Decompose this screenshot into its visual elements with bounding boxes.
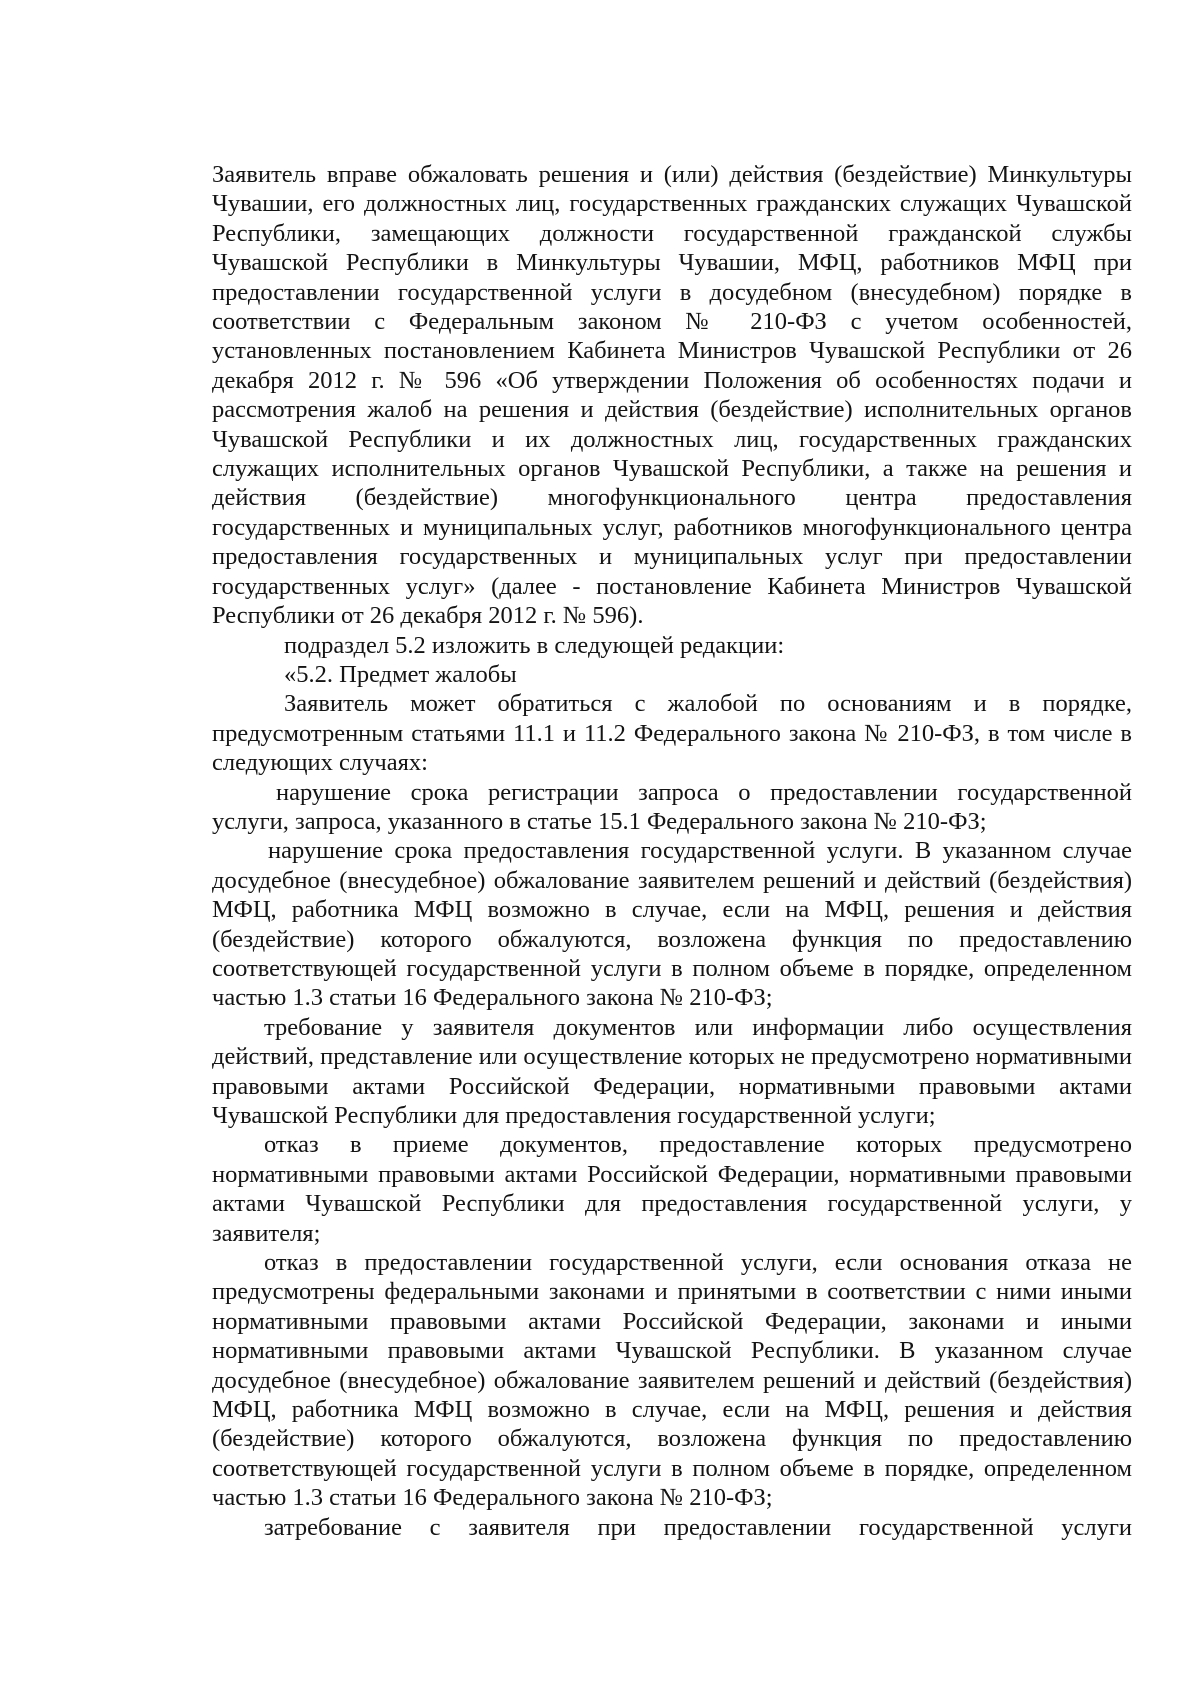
paragraph-complaint-grounds: Заявитель может обратиться с жалобой по основаниям и в порядке, предусмотренным статьями 11.1 и 11.2 Федерального закона № 210-ФЗ, в том числе в следующих случаях: [212, 690, 1132, 777]
list-item-refusal-acceptance: отказ в приеме документов, предоставление которых предусмотрено нормативными правовыми актами Российской Федерации, нормативными правовыми актами Чувашской Республики для предоставления государственной услуги, у заявителя; [212, 1131, 1132, 1247]
paragraph-amendment-instruction: подраздел 5.2 изложить в следующей редакции: [284, 631, 785, 659]
list-item-registration-deadline: нарушение срока регистрации запроса о предоставлении государственной услуги, запроса, указанного в статье 15.1 Федерального закона № 210-ФЗ; [212, 778, 1132, 835]
list-item-excess-documents: требование у заявителя документов или информации либо осуществления действий, представление или осуществление которых не предусмотрено нормативными правовыми актами Российской Федерации, нормативными правовыми актами Чувашской Республики для предоставления государственной услуги; [212, 1013, 1132, 1129]
list-item-service-deadline: нарушение срока предоставления государственной услуги. В указанном случае досудебное (внесудебное) обжалование заявителем решений и действий (бездействия) МФЦ, работника МФЦ возможно в случае, если на МФЦ, решения и действия (бездействие) которого обжалуются, возложена функция по предоставлению соответствующей государственной услуги в полном объеме в порядке, определенном частью 1.3 статьи 16 Федерального закона № 210-ФЗ; [212, 837, 1132, 1012]
list-item-refusal-service: отказ в предоставлении государственной услуги, если основания отказа не предусмотрены федеральными законами и принятыми в соответствии с ними иными нормативными правовыми актами Российской Федерации, законами и иными нормативными правовыми актами Чувашской Республики. В указанном случае досудебное (внесудебное) обжалование заявителем решений и действий (бездействия) МФЦ, работника МФЦ возможно в случае, если на МФЦ, решения и действия (бездействие) которого обжалуются, возложена функция по предоставлению соответствующей государственной услуги в полном объеме в порядке, определенном частью 1.3 статьи 16 Федерального закона № 210-ФЗ; [212, 1249, 1132, 1512]
document-body [212, 160, 1132, 1542]
section-heading-5-2: «5.2. Предмет жалобы [284, 660, 517, 688]
paragraph-appeal-right: Заявитель вправе обжаловать решения и (или) действия (бездействие) Минкультуры Чувашии, его должностных лиц, государственных гражданских служащих Чувашской Республики, замещающих должности государственной гражданской службы Чувашской Республики в Минкультуры Чувашии, МФЦ, работников МФЦ при предоставлении государственной услуги в досудебном (внесудебном) порядке в соответствии с Федеральным законом № 210-ФЗ с учетом особенностей, установленных постановлением Кабинета Министров Чувашской Республики от 26 декабря 2012 г. № 596 «Об утверждении Положения об особенностях подачи и рассмотрения жалоб на решения и действия (бездействие) исполнительных органов Чувашской Республики и их должностных лиц, государственных гражданских служащих исполнительных органов Чувашской Республики, а также на решения и действия (бездействие) многофункционального центра предоставления государственных и муниципальных услуг, работников многофункционального центра предоставления государственных и муниципальных услуг при предоставлении государственных услуг» (далее - постановление Кабинета Министров Чувашской Республики от 26 декабря 2012 г. № 596). [212, 161, 1132, 630]
list-item-extra-payment: затребование с заявителя при предоставлении государственной услуги [264, 1513, 1132, 1541]
